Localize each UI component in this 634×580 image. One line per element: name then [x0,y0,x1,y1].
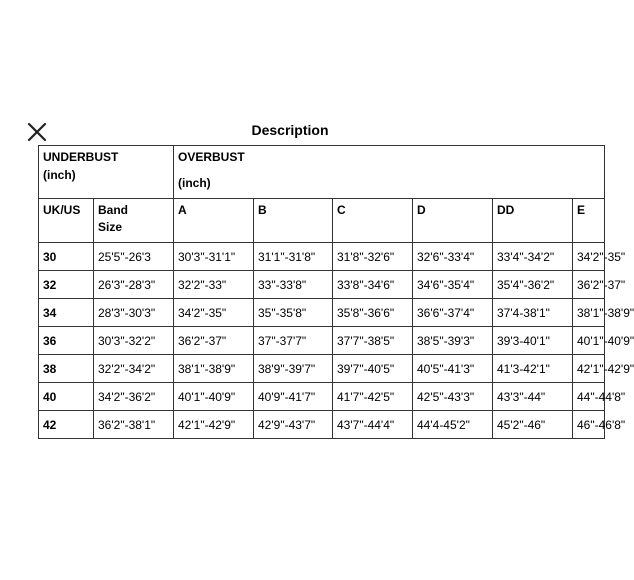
cell-band-size: 32'2"-34'2" [94,355,174,383]
table-row [39,411,605,439]
table-row [39,383,605,411]
col-ukus: UK/US [39,199,94,243]
col-cup-e: E [573,199,605,243]
cell-ukus: 30 [39,243,94,271]
cell-cup-e: 36'2"-37" [573,271,605,299]
cell-cup-dd: 41'3-42'1" [493,355,573,383]
cell-band-size: 34'2"-36'2" [94,383,174,411]
underbust-header [39,146,174,199]
cell-cup-e: 44"-44'8" [573,383,605,411]
cell-cup-dd: 39'3-40'1" [493,327,573,355]
col-cup-dd: DD [493,199,573,243]
cell-band-size: 25'5"-26'3 [94,243,174,271]
cell-cup-a: 34'2"-35" [174,299,254,327]
cell-cup-b: 31'1"-31'8" [254,243,333,271]
cell-cup-c: 39'7"-40'5" [333,355,413,383]
underbust-unit: (inch) [43,168,76,182]
cell-cup-b: 42'9"-43'7" [254,411,333,439]
cell-cup-c: 41'7"-42'5" [333,383,413,411]
table-row [39,327,605,355]
cell-cup-e: 42'1"-42'9" [573,355,605,383]
cell-cup-d: 32'6"-33'4" [413,243,493,271]
cell-cup-a: 32'2"-33" [174,271,254,299]
cell-cup-dd: 45'2"-46" [493,411,573,439]
cell-cup-b: 38'9"-39'7" [254,355,333,383]
table-row [39,299,605,327]
underbust-label: UNDERBUST [43,150,119,164]
cell-cup-a: 38'1"-38'9" [174,355,254,383]
cell-cup-a: 42'1"-42'9" [174,411,254,439]
cell-cup-d: 44'4-45'2" [413,411,493,439]
cell-cup-e: 34'2"-35" [573,243,605,271]
col-band-line1: Band [98,203,128,217]
cell-band-size: 26'3"-28'3" [94,271,174,299]
cell-cup-dd: 33'4"-34'2" [493,243,573,271]
table-row [39,243,605,271]
cell-band-size: 28'3"-30'3" [94,299,174,327]
cell-cup-e: 46"-46'8" [573,411,605,439]
table-header-row [39,146,605,199]
cell-cup-b: 33"-33'8" [254,271,333,299]
cell-cup-b: 37"-37'7" [254,327,333,355]
cell-ukus: 34 [39,299,94,327]
size-chart-table [38,145,634,439]
cell-ukus: 36 [39,327,94,355]
col-cup-c: C [333,199,413,243]
cell-band-size: 36'2"-38'1" [94,411,174,439]
cell-cup-c: 37'7"-38'5" [333,327,413,355]
cell-cup-c: 43'7"-44'4" [333,411,413,439]
cell-cup-a: 40'1"-40'9" [174,383,254,411]
cell-ukus: 42 [39,411,94,439]
col-band-line2: Size [98,220,123,234]
col-cup-b: B [254,199,333,243]
cell-cup-b: 40'9"-41'7" [254,383,333,411]
cell-cup-dd: 37'4-38'1" [493,299,573,327]
cell-cup-d: 40'5"-41'3" [413,355,493,383]
overbust-unit: (inch) [178,176,211,190]
cell-cup-dd: 35'4"-36'2" [493,271,573,299]
cell-cup-e: 38'1"-38'9" [573,299,605,327]
cell-cup-d: 34'6"-35'4" [413,271,493,299]
cell-cup-dd: 43'3"-44" [493,383,573,411]
size-chart-container[interactable] [38,145,634,445]
cell-cup-c: 31'8"-32'6" [333,243,413,271]
table-row [39,271,605,299]
overbust-label: OVERBUST [178,150,245,164]
cell-cup-d: 38'5"-39'3" [413,327,493,355]
cell-ukus: 38 [39,355,94,383]
cell-cup-b: 35"-35'8" [254,299,333,327]
cell-cup-c: 33'8"-34'6" [333,271,413,299]
table-subheader-row [39,199,605,243]
overbust-header [174,146,605,199]
cell-cup-d: 36'6"-37'4" [413,299,493,327]
col-cup-a: A [174,199,254,243]
cell-cup-e: 40'1"-40'9" [573,327,605,355]
page-title: Description [251,122,329,138]
table-row [39,355,605,383]
col-cup-d: D [413,199,493,243]
cell-cup-a: 30'3"-31'1" [174,243,254,271]
cell-ukus: 32 [39,271,94,299]
cell-cup-d: 42'5"-43'3" [413,383,493,411]
cell-band-size: 30'3"-32'2" [94,327,174,355]
cell-ukus: 40 [39,383,94,411]
col-band-size [94,199,174,243]
cell-cup-c: 35'8"-36'6" [333,299,413,327]
cell-cup-a: 36'2"-37" [174,327,254,355]
